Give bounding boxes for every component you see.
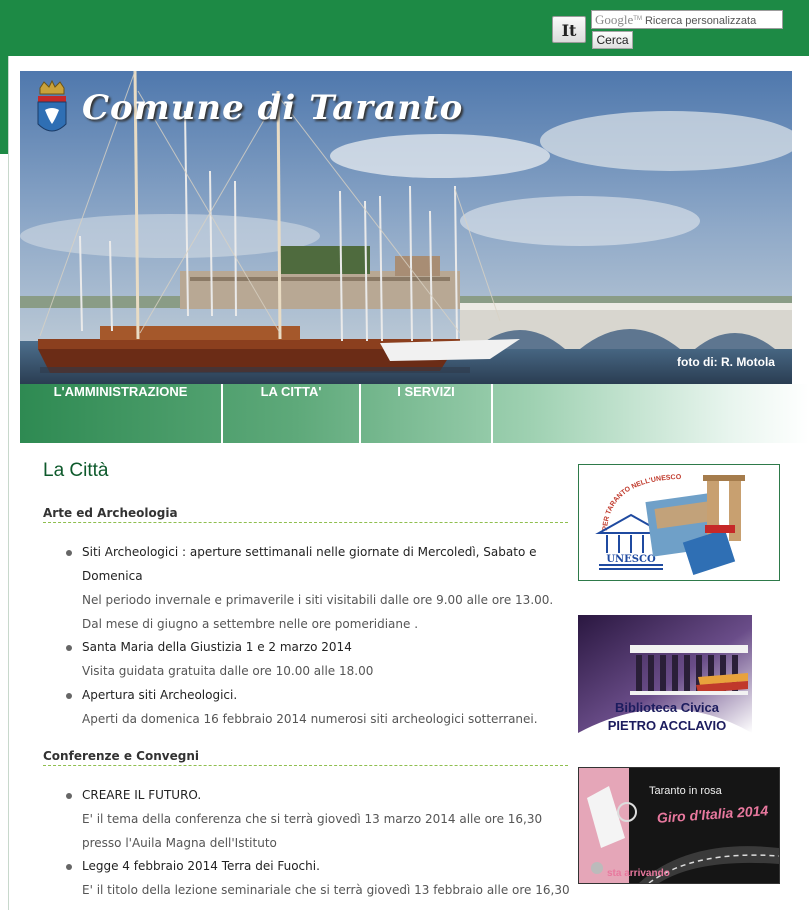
language-button[interactable]: It [552, 16, 586, 43]
giro-italia-banner[interactable] [578, 767, 780, 884]
photo-credit: foto di: R. Motola [677, 355, 775, 369]
list-item-detail: Dal mese di giugno a settembre nelle ore pomeridiane . [82, 617, 419, 631]
giro-italia-image [579, 768, 779, 883]
list-item-detail: Nel periodo invernale e primaverile i siti visitabili dalle ore 9.00 alle ore 13.00. [82, 593, 554, 607]
page-title: La Città [43, 460, 109, 481]
left-green-strip [0, 56, 8, 154]
search-placeholder: Ricerca personalizzata [644, 15, 757, 27]
list-item-title[interactable]: CREARE IL FUTURO. [82, 788, 202, 802]
unesco-image [579, 465, 779, 580]
unesco-arc-text: PER TARANTO NELL'UNESCO [601, 473, 682, 532]
list-bullet [66, 793, 72, 799]
giro-subtitle: Taranto in rosa [649, 785, 722, 797]
list-item-title[interactable]: Legge 4 febbraio 2014 Terra dei Fuochi. [82, 859, 320, 873]
giro-tagline: sta arrivando [607, 868, 670, 879]
nav-separator [491, 384, 493, 443]
list-item-title[interactable]: Santa Maria della Giustizia 1 e 2 marzo 2014 [82, 640, 352, 654]
biblioteca-title: Biblioteca Civica [614, 700, 720, 715]
google-brand: Google [595, 12, 634, 27]
section-heading-conferenze[interactable]: Conferenze e Convegni [43, 749, 568, 766]
list-bullet [66, 645, 72, 651]
list-item-detail: E' il tema della conferenza che si terrà giovedì 13 marzo 2014 alle ore 16,30 [82, 812, 543, 826]
search-input[interactable] [591, 10, 783, 29]
list-item-title[interactable]: Siti Archeologici : aperture settimanali nelle giornate di Mercoledì, Sabato e [82, 545, 537, 559]
search-button[interactable]: Cerca [592, 31, 633, 49]
nav-item-citta[interactable]: LA CITTA' [260, 384, 322, 399]
list-item-detail: presso l'Auila Magna dell'Istituto [82, 836, 277, 850]
list-item-title[interactable]: Domenica [82, 569, 143, 583]
giro-title: Giro d'Italia 2014 [656, 802, 769, 826]
list-item-title[interactable]: Apertura siti Archeologici. [82, 688, 238, 702]
main-nav [20, 384, 809, 443]
nav-item-servizi[interactable]: I SERVIZI [397, 384, 455, 399]
nav-item-amministrazione[interactable]: L'AMMINISTRAZIONE [53, 384, 188, 399]
unesco-banner[interactable] [578, 464, 780, 581]
list-bullet [66, 550, 72, 556]
biblioteca-banner[interactable] [578, 615, 752, 736]
city-crest-icon [35, 80, 69, 140]
google-tm: TM [633, 16, 642, 22]
list-bullet [66, 864, 72, 870]
biblioteca-image [578, 615, 752, 736]
list-bullet [66, 693, 72, 699]
list-item-detail: Aperti da domenica 16 febbraio 2014 numerosi siti archeologici sotterranei. [82, 712, 538, 726]
list-item-detail: Visita guidata gratuita dalle ore 10.00 alle 18.00 [82, 664, 374, 678]
list-item-detail: E' il titolo della lezione seminariale che si terrà giovedì 13 febbraio alle ore 16,30 [82, 883, 570, 897]
biblioteca-name: PIETRO ACCLAVIO [607, 718, 727, 733]
section-heading-arte[interactable]: Arte ed Archeologia [43, 506, 568, 523]
site-title: Comune di Taranto [82, 88, 464, 128]
unesco-logo-text: UNESCO [606, 554, 656, 565]
